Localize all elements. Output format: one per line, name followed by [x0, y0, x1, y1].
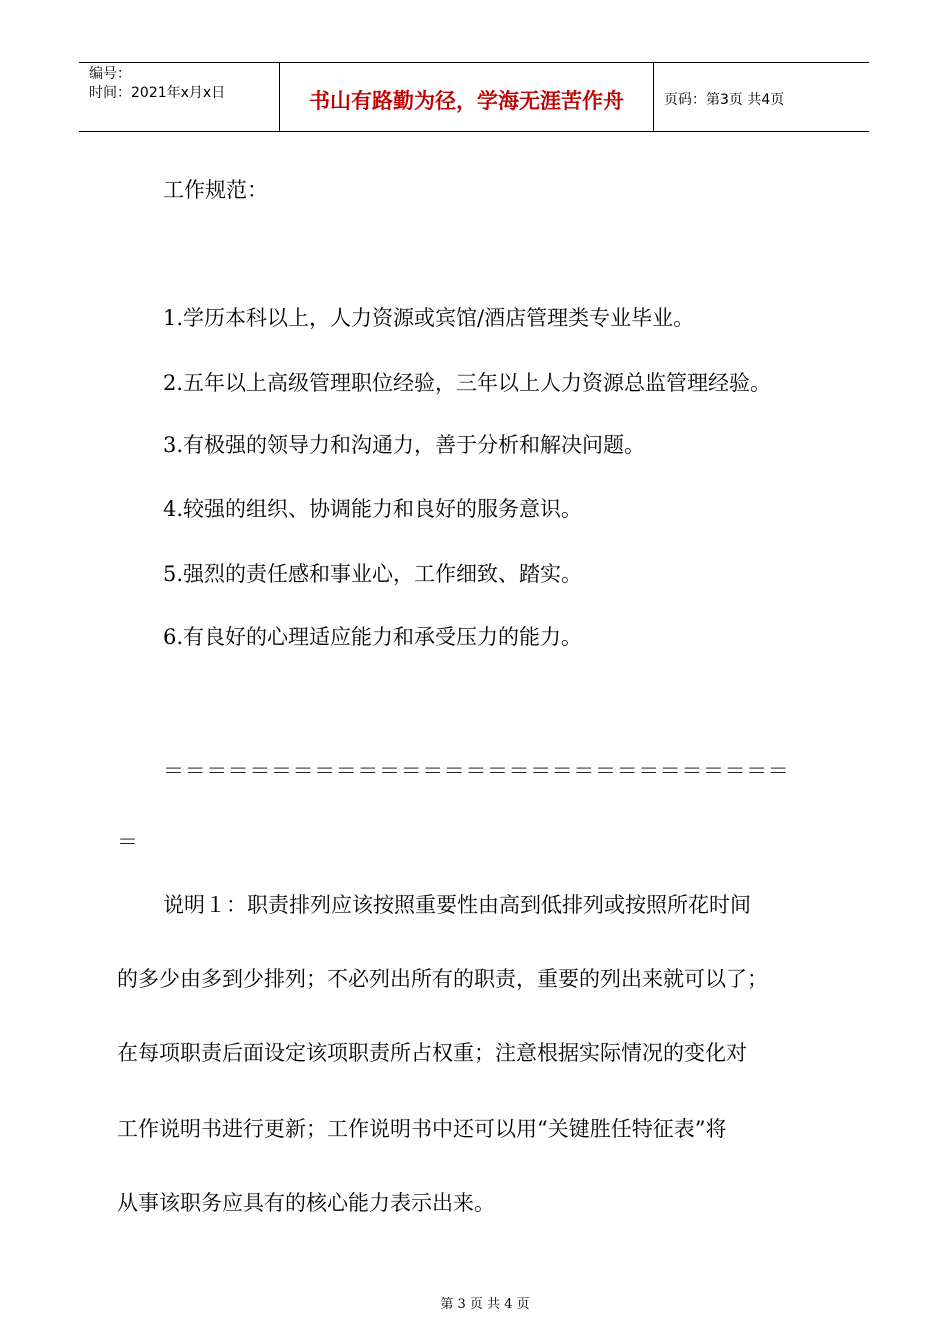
document-number-label: 编号： — [89, 66, 131, 82]
note-line: 从事该职务应具有的核心能力表示出来。 — [117, 1191, 495, 1215]
header-page-number: 页码：第3页 共4页 — [664, 92, 785, 108]
list-item: 3.有极强的领导力和沟通力，善于分析和解决问题。 — [163, 433, 646, 457]
page-footer: 第 3 页 共 4 页 — [440, 1297, 530, 1312]
note-line: 说明１：职责排列应该按照重要性由高到低排列或按照所花时间 — [163, 893, 751, 917]
separator-line-tail: ＝ — [117, 830, 138, 854]
list-item: 2.五年以上高级管理职位经验，三年以上人力资源总监管理经验。 — [163, 371, 772, 395]
separator-line: ＝＝＝＝＝＝＝＝＝＝＝＝＝＝＝＝＝＝＝＝＝＝＝＝＝＝＝＝＝ — [163, 759, 790, 783]
list-item: 5.强烈的责任感和事业心，工作细致、踏实。 — [163, 562, 583, 586]
document-date: 时间：2021年x月x日 — [89, 85, 226, 101]
header-meta — [79, 63, 280, 131]
section-title: 工作规范： — [163, 178, 268, 202]
note-line: 在每项职责后面设定该项职责所占权重；注意根据实际情况的变化对 — [117, 1041, 747, 1065]
list-item: 6.有良好的心理适应能力和承受压力的能力。 — [163, 625, 583, 649]
page-header — [79, 62, 869, 132]
list-item: 1.学历本科以上，人力资源或宾馆/酒店管理类专业毕业。 — [163, 306, 695, 330]
note-line: 工作说明书进行更新；工作说明书中还可以用“关键胜任特征表”将 — [117, 1117, 727, 1141]
note-line: 的多少由多到少排列；不必列出所有的职责，重要的列出来就可以了； — [117, 967, 768, 991]
header-motto: 书山有路勤为径，学海无涯苦作舟 — [280, 63, 654, 131]
list-item: 4.较强的组织、协调能力和良好的服务意识。 — [163, 497, 583, 521]
